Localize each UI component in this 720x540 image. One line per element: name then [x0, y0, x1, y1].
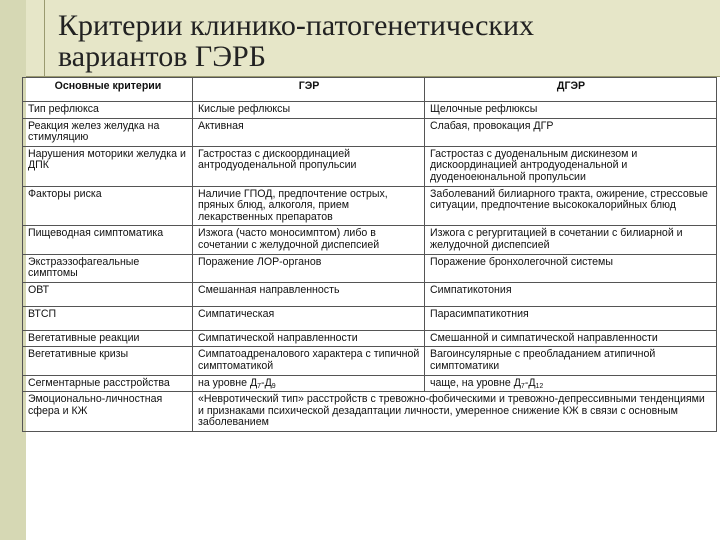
table-cell: Симпатоадреналового характера с типичной симптоматикой [193, 347, 425, 375]
level-text: чаще, на уровне Д [430, 376, 521, 389]
table-cell: Поражение бронхолегочной системы [425, 254, 717, 282]
table-cell: Активная [193, 118, 425, 146]
table-cell: Смешанной и симпатической направленности [425, 330, 717, 347]
table-row [23, 330, 717, 347]
criteria-table [22, 77, 717, 432]
table-cell: Реакция желез желудка на стимуляцию [23, 118, 193, 146]
table-cell: Симпатической направленности [193, 330, 425, 347]
table-cell: Слабая, провокация ДГР [425, 118, 717, 146]
table-row [23, 186, 717, 226]
table-cell: Смешанная направленность [193, 282, 425, 306]
table-row [23, 102, 717, 119]
table-cell: ОВТ [23, 282, 193, 306]
level-text: -Д [261, 376, 272, 389]
table-cell: Эмоционально-личностная сфера и КЖ [23, 392, 193, 432]
table-cell: Симпатикотония [425, 282, 717, 306]
table-cell: Кислые рефлюксы [193, 102, 425, 119]
table-cell-merged: «Невротический тип» расстройств с тревожно-фобическими и тревожно-депрессивными тенденциями и признаками психической дезадаптации личности, умеренное снижение КЖ в связи с основным заболеванием [193, 392, 717, 432]
column-header: Основные критерии [23, 78, 193, 102]
table-cell: Нарушения моторики желудка и ДПК [23, 146, 193, 186]
table-cell: Симпатическая [193, 306, 425, 330]
table-cell: Вагоинсулярные с преобладанием атипичной симптоматики [425, 347, 717, 375]
table-cell [425, 375, 717, 392]
table-cell: Вегетативные кризы [23, 347, 193, 375]
table-row [23, 118, 717, 146]
table-cell: Сегментарные расстройства [23, 375, 193, 392]
level-subscript: 12 [535, 382, 544, 390]
table-cell: Гастростаз с дуоденальным дискинезом и дискоординацией антродуоденальной и дуоденоеюнальной пропульсии [425, 146, 717, 186]
table-row [23, 375, 717, 392]
title-line-2: вариантов ГЭРБ [58, 40, 266, 73]
level-subscript: 9 [271, 382, 276, 390]
title-vertical-rule [44, 0, 45, 78]
table-cell: Гастростаз с дискоординацией антродуоденальной пропульсии [193, 146, 425, 186]
table-cell: Изжога (часто моносимптом) либо в сочетании с желудочной диспепсией [193, 226, 425, 254]
criteria-table-wrap [22, 77, 716, 432]
level-text: -Д [524, 376, 536, 389]
table-row [23, 146, 717, 186]
table-cell: Изжога с регургитацией в сочетании с билиарной и желудочной диспепсией [425, 226, 717, 254]
table-header-row [23, 78, 717, 102]
table-cell: Поражение ЛОР-органов [193, 254, 425, 282]
table-cell: Экстраэзофагеальные симптомы [23, 254, 193, 282]
level-subscript: 7 [257, 382, 262, 390]
table-row [23, 392, 717, 432]
level-subscript: 7 [520, 382, 525, 390]
table-cell: Вегетативные реакции [23, 330, 193, 347]
table-cell: Заболеваний билиарного тракта, ожирение, стрессовые ситуации, предпочтение высококалорийных блюд [425, 186, 717, 226]
column-header: ДГЭР [425, 78, 717, 102]
table-cell: ВТСП [23, 306, 193, 330]
table-cell: Щелочные рефлюксы [425, 102, 717, 119]
level-text: на уровне Д [198, 376, 258, 389]
table-row [23, 347, 717, 375]
slide-title [58, 10, 534, 72]
table-row [23, 254, 717, 282]
table-cell: Пищеводная симптоматика [23, 226, 193, 254]
table-row [23, 226, 717, 254]
title-line-1: Критерии клинико-патогенетических [58, 9, 535, 42]
table-row [23, 306, 717, 330]
table-cell: Наличие ГПОД, предпочтение острых, пряных блюд, алкоголя, прием лекарственных препаратов [193, 186, 425, 226]
table-row [23, 282, 717, 306]
table-cell: Парасимпатикотния [425, 306, 717, 330]
table-cell: Тип рефлюкса [23, 102, 193, 119]
column-header: ГЭР [193, 78, 425, 102]
table-cell: Факторы риска [23, 186, 193, 226]
table-cell [193, 375, 425, 392]
